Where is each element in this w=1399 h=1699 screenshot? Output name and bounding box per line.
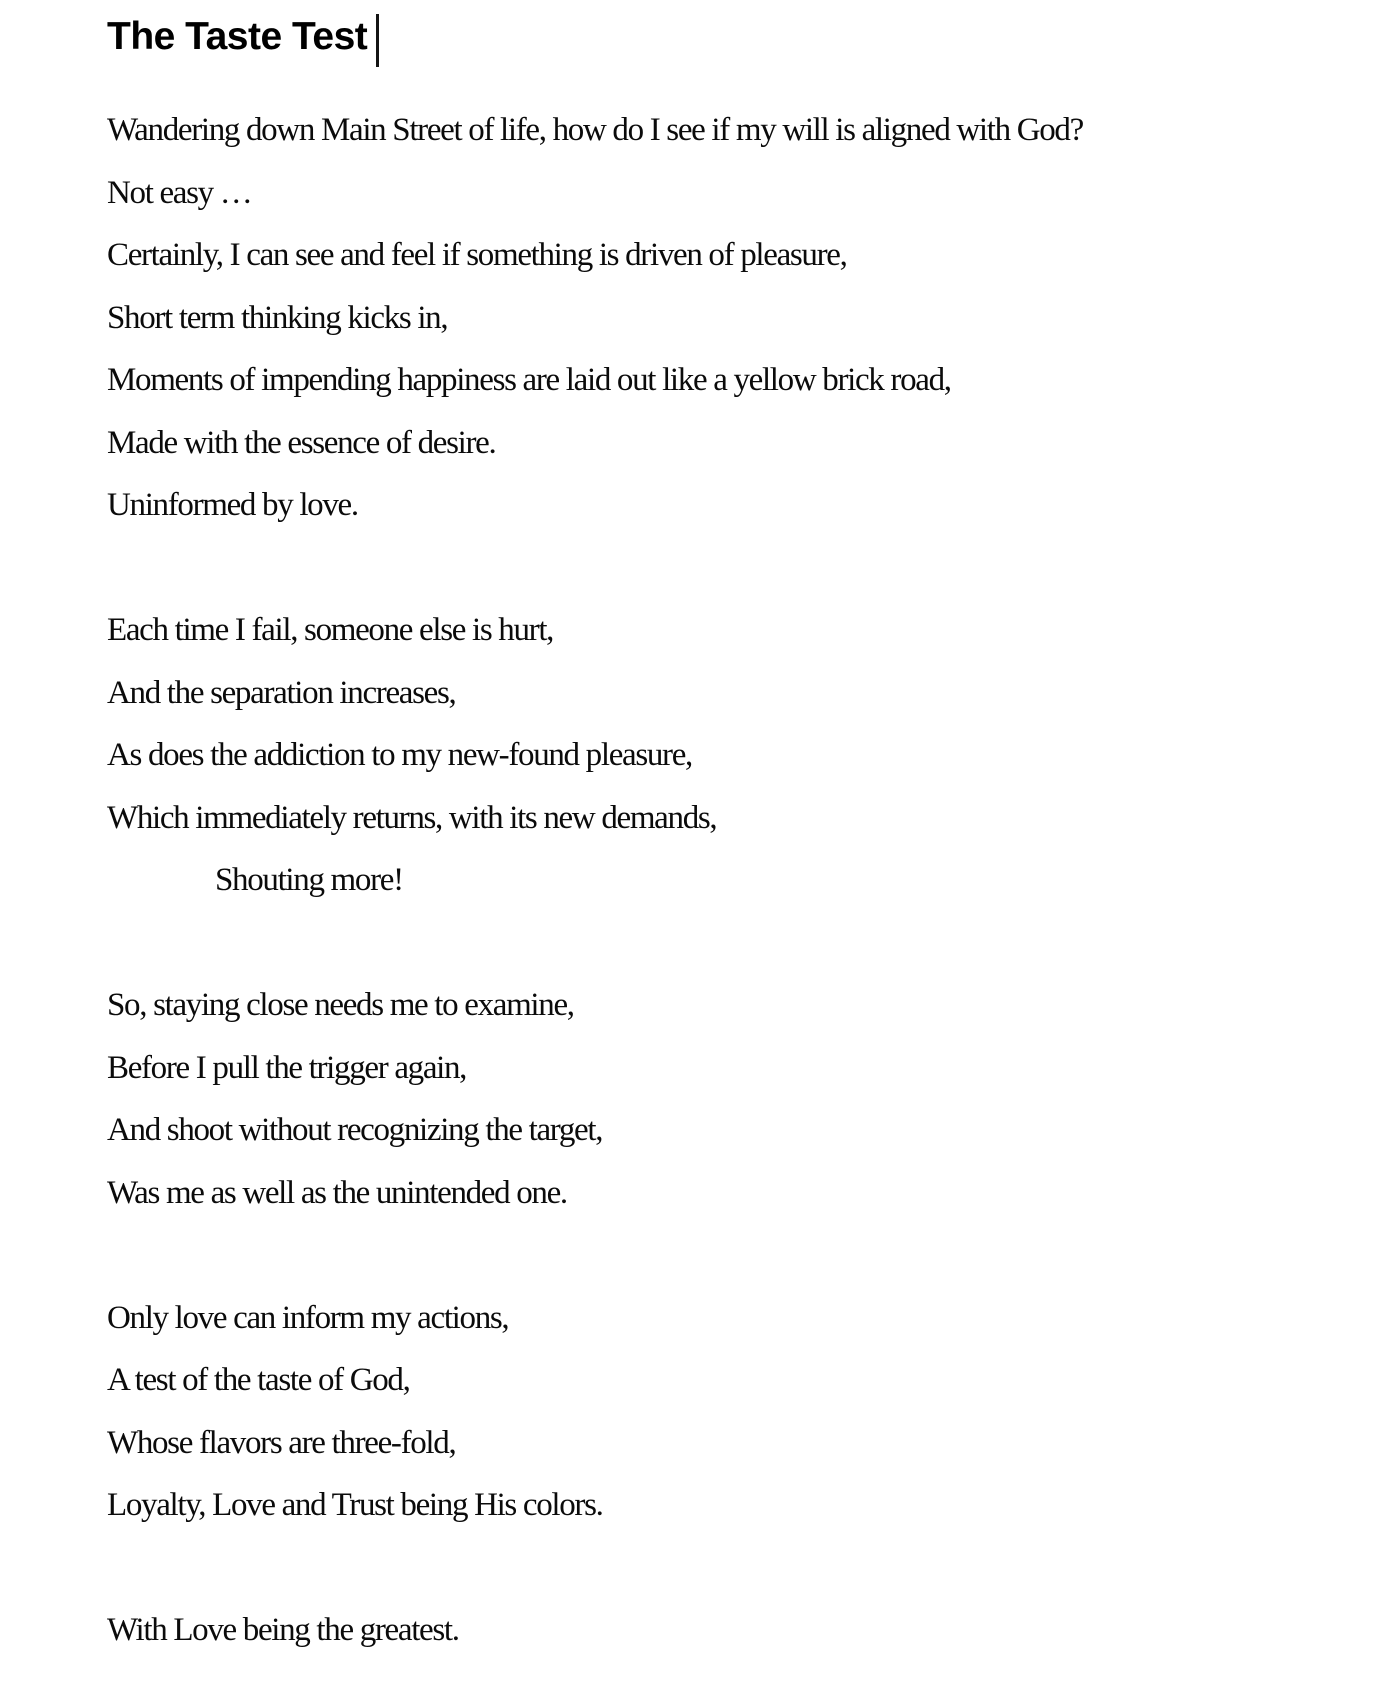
- poem-line[interactable]: With Love being the greatest.: [107, 1612, 459, 1648]
- poem-line[interactable]: Wandering down Main Street of life, how do I see if my will is aligned with God?: [107, 112, 1083, 148]
- document-title-text: The Taste Test: [107, 15, 368, 58]
- poem-line-blank: [107, 1537, 1339, 1600]
- poem-line[interactable]: Shouting more!: [215, 862, 403, 898]
- poem-line[interactable]: So, staying close needs me to examine,: [107, 987, 574, 1023]
- poem-line-blank: [107, 1224, 1339, 1287]
- poem-line[interactable]: And the separation increases,: [107, 674, 456, 711]
- poem-line-blank: [107, 912, 1339, 975]
- poem-line[interactable]: As does the addiction to my new-found pleasure,: [107, 737, 692, 773]
- poem-line[interactable]: Not easy …: [107, 174, 252, 211]
- text-caret: [376, 14, 379, 67]
- poem-line[interactable]: Only love can inform my actions,: [107, 1299, 509, 1336]
- poem-line[interactable]: Certainly, I can see and feel if something is driven of pleasure,: [107, 237, 847, 273]
- poem-line[interactable]: Which immediately returns, with its new demands,: [107, 799, 717, 836]
- poem-line[interactable]: Was me as well as the unintended one.: [107, 1174, 567, 1211]
- poem-line-blank: [107, 537, 1339, 600]
- poem-line[interactable]: And shoot without recognizing the target,: [107, 1112, 603, 1148]
- poem-line[interactable]: Made with the essence of desire.: [107, 424, 496, 461]
- poem-line[interactable]: Each time I fail, someone else is hurt,: [107, 612, 554, 648]
- document-title[interactable]: [107, 14, 1339, 67]
- poem-line[interactable]: Short term thinking kicks in,: [107, 299, 448, 336]
- poem-body[interactable]: [107, 99, 1339, 1662]
- poem-line[interactable]: Moments of impending happiness are laid out like a yellow brick road,: [107, 362, 951, 398]
- poem-line[interactable]: Loyalty, Love and Trust being His colors.: [107, 1487, 603, 1523]
- poem-line[interactable]: Before I pull the trigger again,: [107, 1049, 467, 1086]
- poem-line[interactable]: Uninformed by love.: [107, 487, 358, 523]
- poem-line[interactable]: Whose flavors are three-fold,: [107, 1424, 456, 1461]
- poem-line[interactable]: A test of the taste of God,: [107, 1362, 410, 1398]
